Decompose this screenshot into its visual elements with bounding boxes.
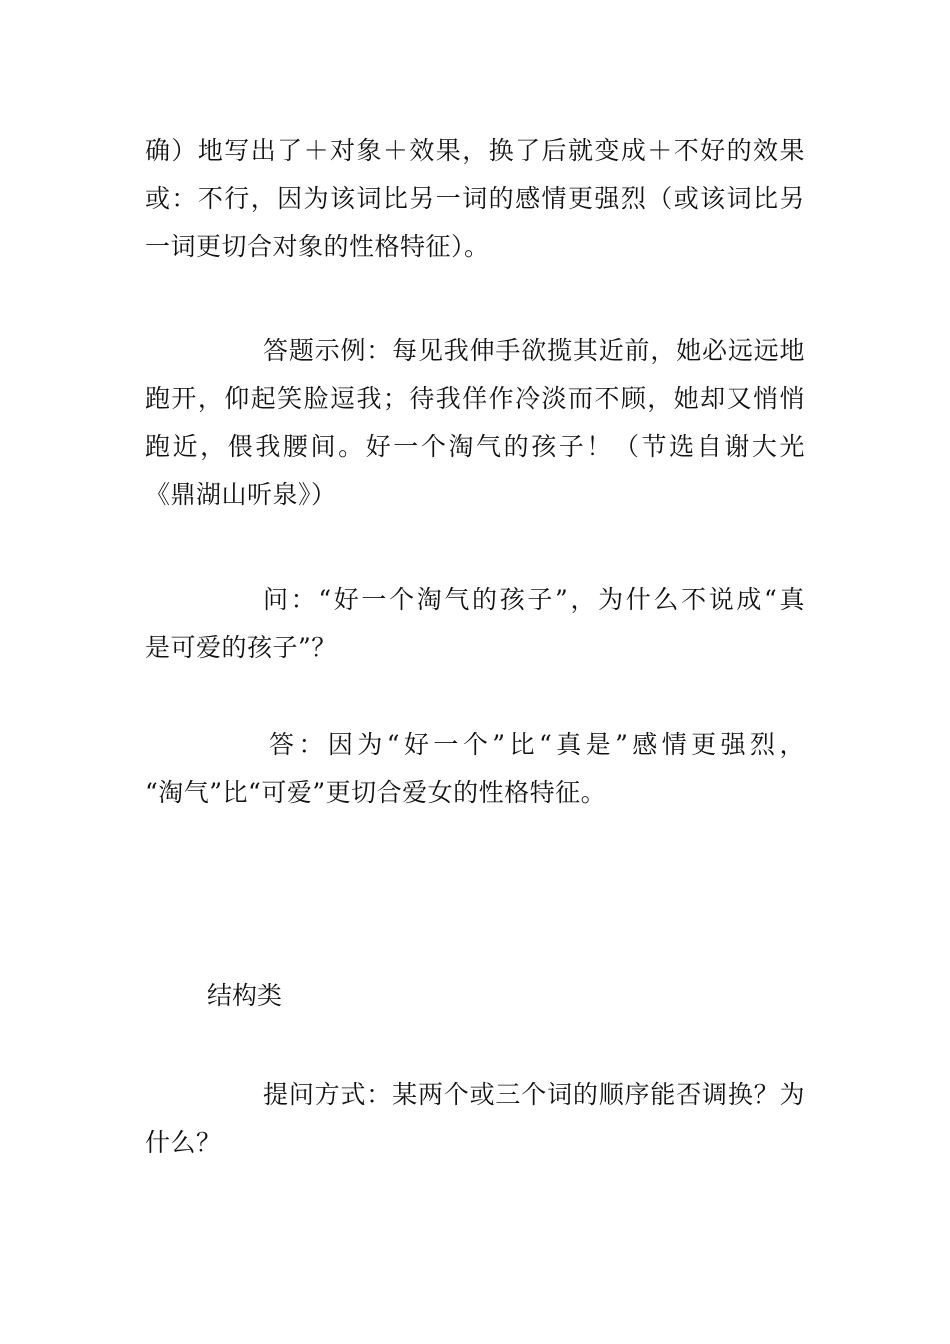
- example-paragraph: [145, 327, 805, 519]
- text-line: 或：不行，因为该词比另一词的感情更强烈（或该词比另: [145, 184, 805, 213]
- section-heading: 结构类: [207, 981, 283, 1010]
- text-line: 跑近，偎我腰间。好一个淘气的孩子！（节选自谢大光: [145, 432, 805, 461]
- text-line: 问：“好一个淘气的孩子”，为什么不说成“真: [263, 585, 805, 614]
- question-method-paragraph: [145, 1071, 805, 1167]
- text-line: 确）地写出了＋对象＋效果，换了后就变成＋不好的效果: [145, 136, 805, 165]
- answer-paragraph: [145, 721, 805, 817]
- text-line: 答题示例：每见我伸手欲揽其近前，她必远远地: [263, 336, 805, 365]
- text-line: 一词更切合对象的性格特征）。: [145, 232, 490, 261]
- text-line: 答：因为“好一个”比“真是”感情更强烈，: [269, 730, 805, 759]
- text-line: 什么？: [145, 1128, 222, 1157]
- text-line: 《鼎湖山听泉》）: [145, 480, 337, 509]
- text-line: 跑开，仰起笑脸逗我；待我佯作冷淡而不顾，她却又悄悄: [145, 384, 805, 413]
- text-line: 是可爱的孩子”？: [145, 633, 337, 662]
- text-line: “淘气”比“可爱”更切合爱女的性格特征。: [145, 778, 607, 807]
- text-line: 提问方式：某两个或三个词的顺序能否调换？为: [263, 1080, 805, 1109]
- question-paragraph: [145, 576, 805, 672]
- answer-format-paragraph: [145, 127, 805, 271]
